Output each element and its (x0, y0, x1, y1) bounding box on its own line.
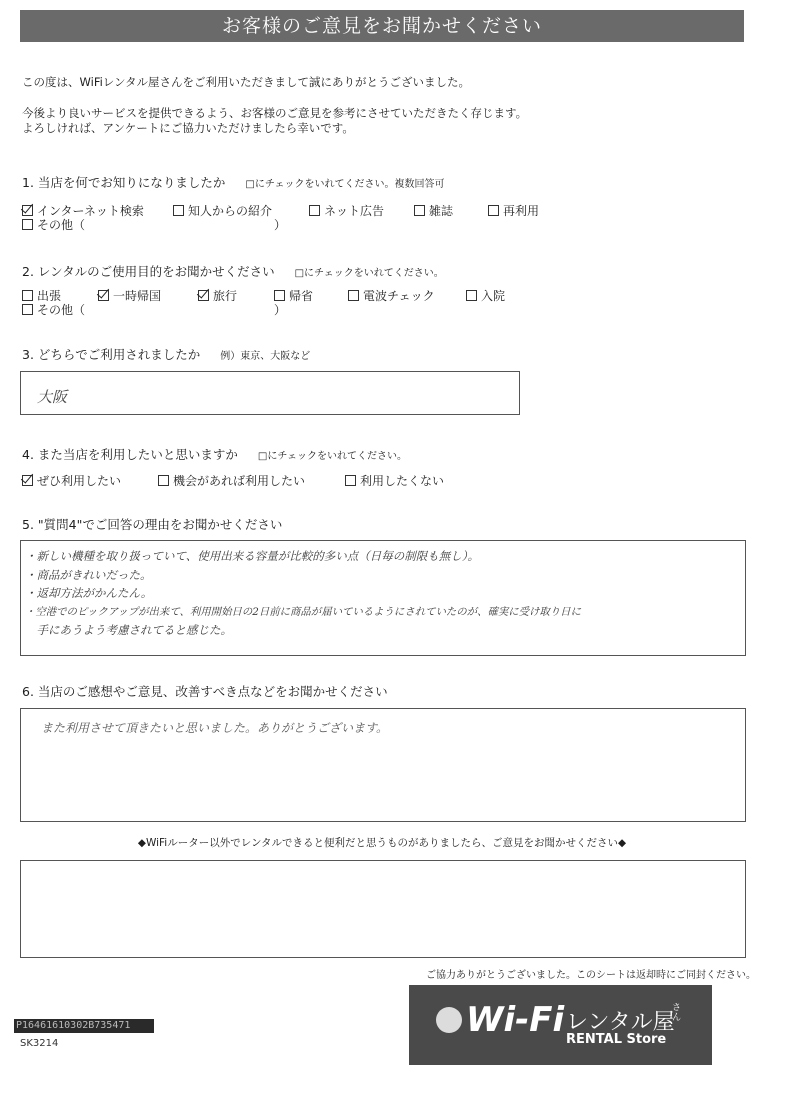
question-1-label: 1. 当店を何でお知りになりましたか (22, 175, 226, 190)
checkbox-icon[interactable] (309, 205, 320, 216)
question-5-label: 5. "質問4"でご回答の理由をお聞かせください (22, 517, 283, 532)
q1-option-reuse[interactable]: 再利用 (488, 202, 539, 219)
q3-answer-text: 大阪 (37, 388, 68, 406)
question-2-note: □にチェックをいれてください。 (294, 268, 444, 279)
form-title: お客様のご意見をお聞かせください (20, 10, 744, 42)
question-6-label: 6. 当店のご感想やご意見、改善すべき点などをお聞かせください (22, 684, 388, 699)
q6-answer-field[interactable] (20, 708, 746, 822)
footer-thanks: ご協力ありがとうございました。このシートは返却時にご同封ください。 (426, 970, 756, 981)
checkbox-icon[interactable] (158, 475, 169, 486)
question-1 (22, 173, 445, 191)
logo-en-text: RENTAL Store (566, 1032, 667, 1047)
crown-mascot-icon (436, 1007, 462, 1033)
checkbox-checked-icon[interactable] (198, 290, 209, 301)
logo-san-text: さん (672, 1003, 682, 1023)
q1-option-net-ad[interactable]: ネット広告 (309, 202, 384, 219)
extra-answer-field[interactable] (20, 860, 746, 958)
checkbox-checked-icon[interactable] (22, 475, 33, 486)
question-3-label: 3. どちらでご利用されましたか (22, 347, 201, 362)
q4-option-no[interactable]: 利用したくない (345, 472, 444, 489)
question-2 (22, 262, 444, 280)
q2-option-homecoming[interactable]: 帰省 (274, 287, 313, 304)
checkbox-checked-icon[interactable] (98, 290, 109, 301)
checkbox-icon[interactable] (345, 475, 356, 486)
q1-option-magazine[interactable]: 雑誌 (414, 202, 453, 219)
barcode-label: P16461610302B735471 (14, 1019, 154, 1033)
q2-option-business[interactable]: 出張 (22, 287, 61, 304)
question-3 (22, 345, 310, 363)
question-2-label: 2. レンタルのご使用目的をお聞かせください (22, 264, 275, 279)
intro-line-3: よろしければ、アンケートにご協力いただけましたら幸いです。 (22, 121, 354, 135)
question-4 (22, 445, 407, 463)
q2-option-home-return[interactable]: 一時帰国 (98, 287, 161, 304)
q5-answer-text: ・新しい機種を取り扱っていて、使用出来る容量が比較的多い点（日毎の制限も無し）。 ・商品がきれいだった。 ・返却方法がかんたん。 ・空港でのピックアップが出来て、利用開始日の2日前に商品が届いているようにされていたのが、確実に受け取り日に 手にあうよう考慮されてると感じた。 (25, 549, 581, 637)
checkbox-icon[interactable] (22, 304, 33, 315)
checkbox-checked-icon[interactable] (22, 205, 33, 216)
q1-option-internet[interactable]: インターネット検索 (22, 202, 144, 219)
q4-option-definitely[interactable]: ぜひ利用したい (22, 472, 121, 489)
intro-line-1: この度は、WiFiレンタル屋さんをご利用いただきまして誠にありがとうございました。 (22, 75, 471, 89)
q2-option-other[interactable]: その他（ (22, 301, 85, 318)
checkbox-icon[interactable] (348, 290, 359, 301)
question-3-note: 例）東京、大阪など (220, 351, 311, 362)
question-4-note: □にチェックをいれてください。 (257, 451, 408, 462)
q3-answer-field[interactable] (20, 371, 520, 415)
checkbox-icon[interactable] (466, 290, 477, 301)
q1-option-other[interactable]: その他（ (22, 216, 85, 233)
q4-option-if-chance[interactable]: 機会があれば利用したい (158, 472, 305, 489)
checkbox-icon[interactable] (274, 290, 285, 301)
q2-option-travel[interactable]: 旅行 (198, 287, 237, 304)
q6-answer-text: また利用させて頂きたいと思いました。ありがとうございます。 (41, 721, 389, 735)
question-4-label: 4. また当店を利用したいと思いますか (22, 447, 238, 462)
q1-option-referral[interactable]: 知人からの紹介 (173, 202, 272, 219)
extra-question-label: ◆WiFiルーター以外でレンタルできると便利だと思うものがありましたら、ご意見をお聞かせください◆ (137, 837, 627, 849)
q2-other-close: ） (274, 303, 287, 317)
checkbox-icon[interactable] (22, 219, 33, 230)
logo-wifi-text: Wi-Fi (466, 1000, 565, 1040)
checkbox-icon[interactable] (414, 205, 425, 216)
intro-line-2: 今後より良いサービスを提供できるよう、お客様のご意見を参考にさせていただきたく存じます。 (22, 106, 528, 120)
checkbox-icon[interactable] (22, 290, 33, 301)
q2-option-signal-check[interactable]: 電波チェック (348, 287, 435, 304)
checkbox-icon[interactable] (173, 205, 184, 216)
q2-option-hospital[interactable]: 入院 (466, 287, 505, 304)
question-1-note: □にチェックをいれてください。複数回答可 (245, 179, 445, 190)
q5-answer-field[interactable] (20, 540, 746, 656)
sheet-code: SK3214 (20, 1038, 59, 1049)
logo-jp-text: レンタル屋 (566, 1010, 675, 1035)
q1-other-close: ） (274, 218, 287, 232)
checkbox-icon[interactable] (488, 205, 499, 216)
